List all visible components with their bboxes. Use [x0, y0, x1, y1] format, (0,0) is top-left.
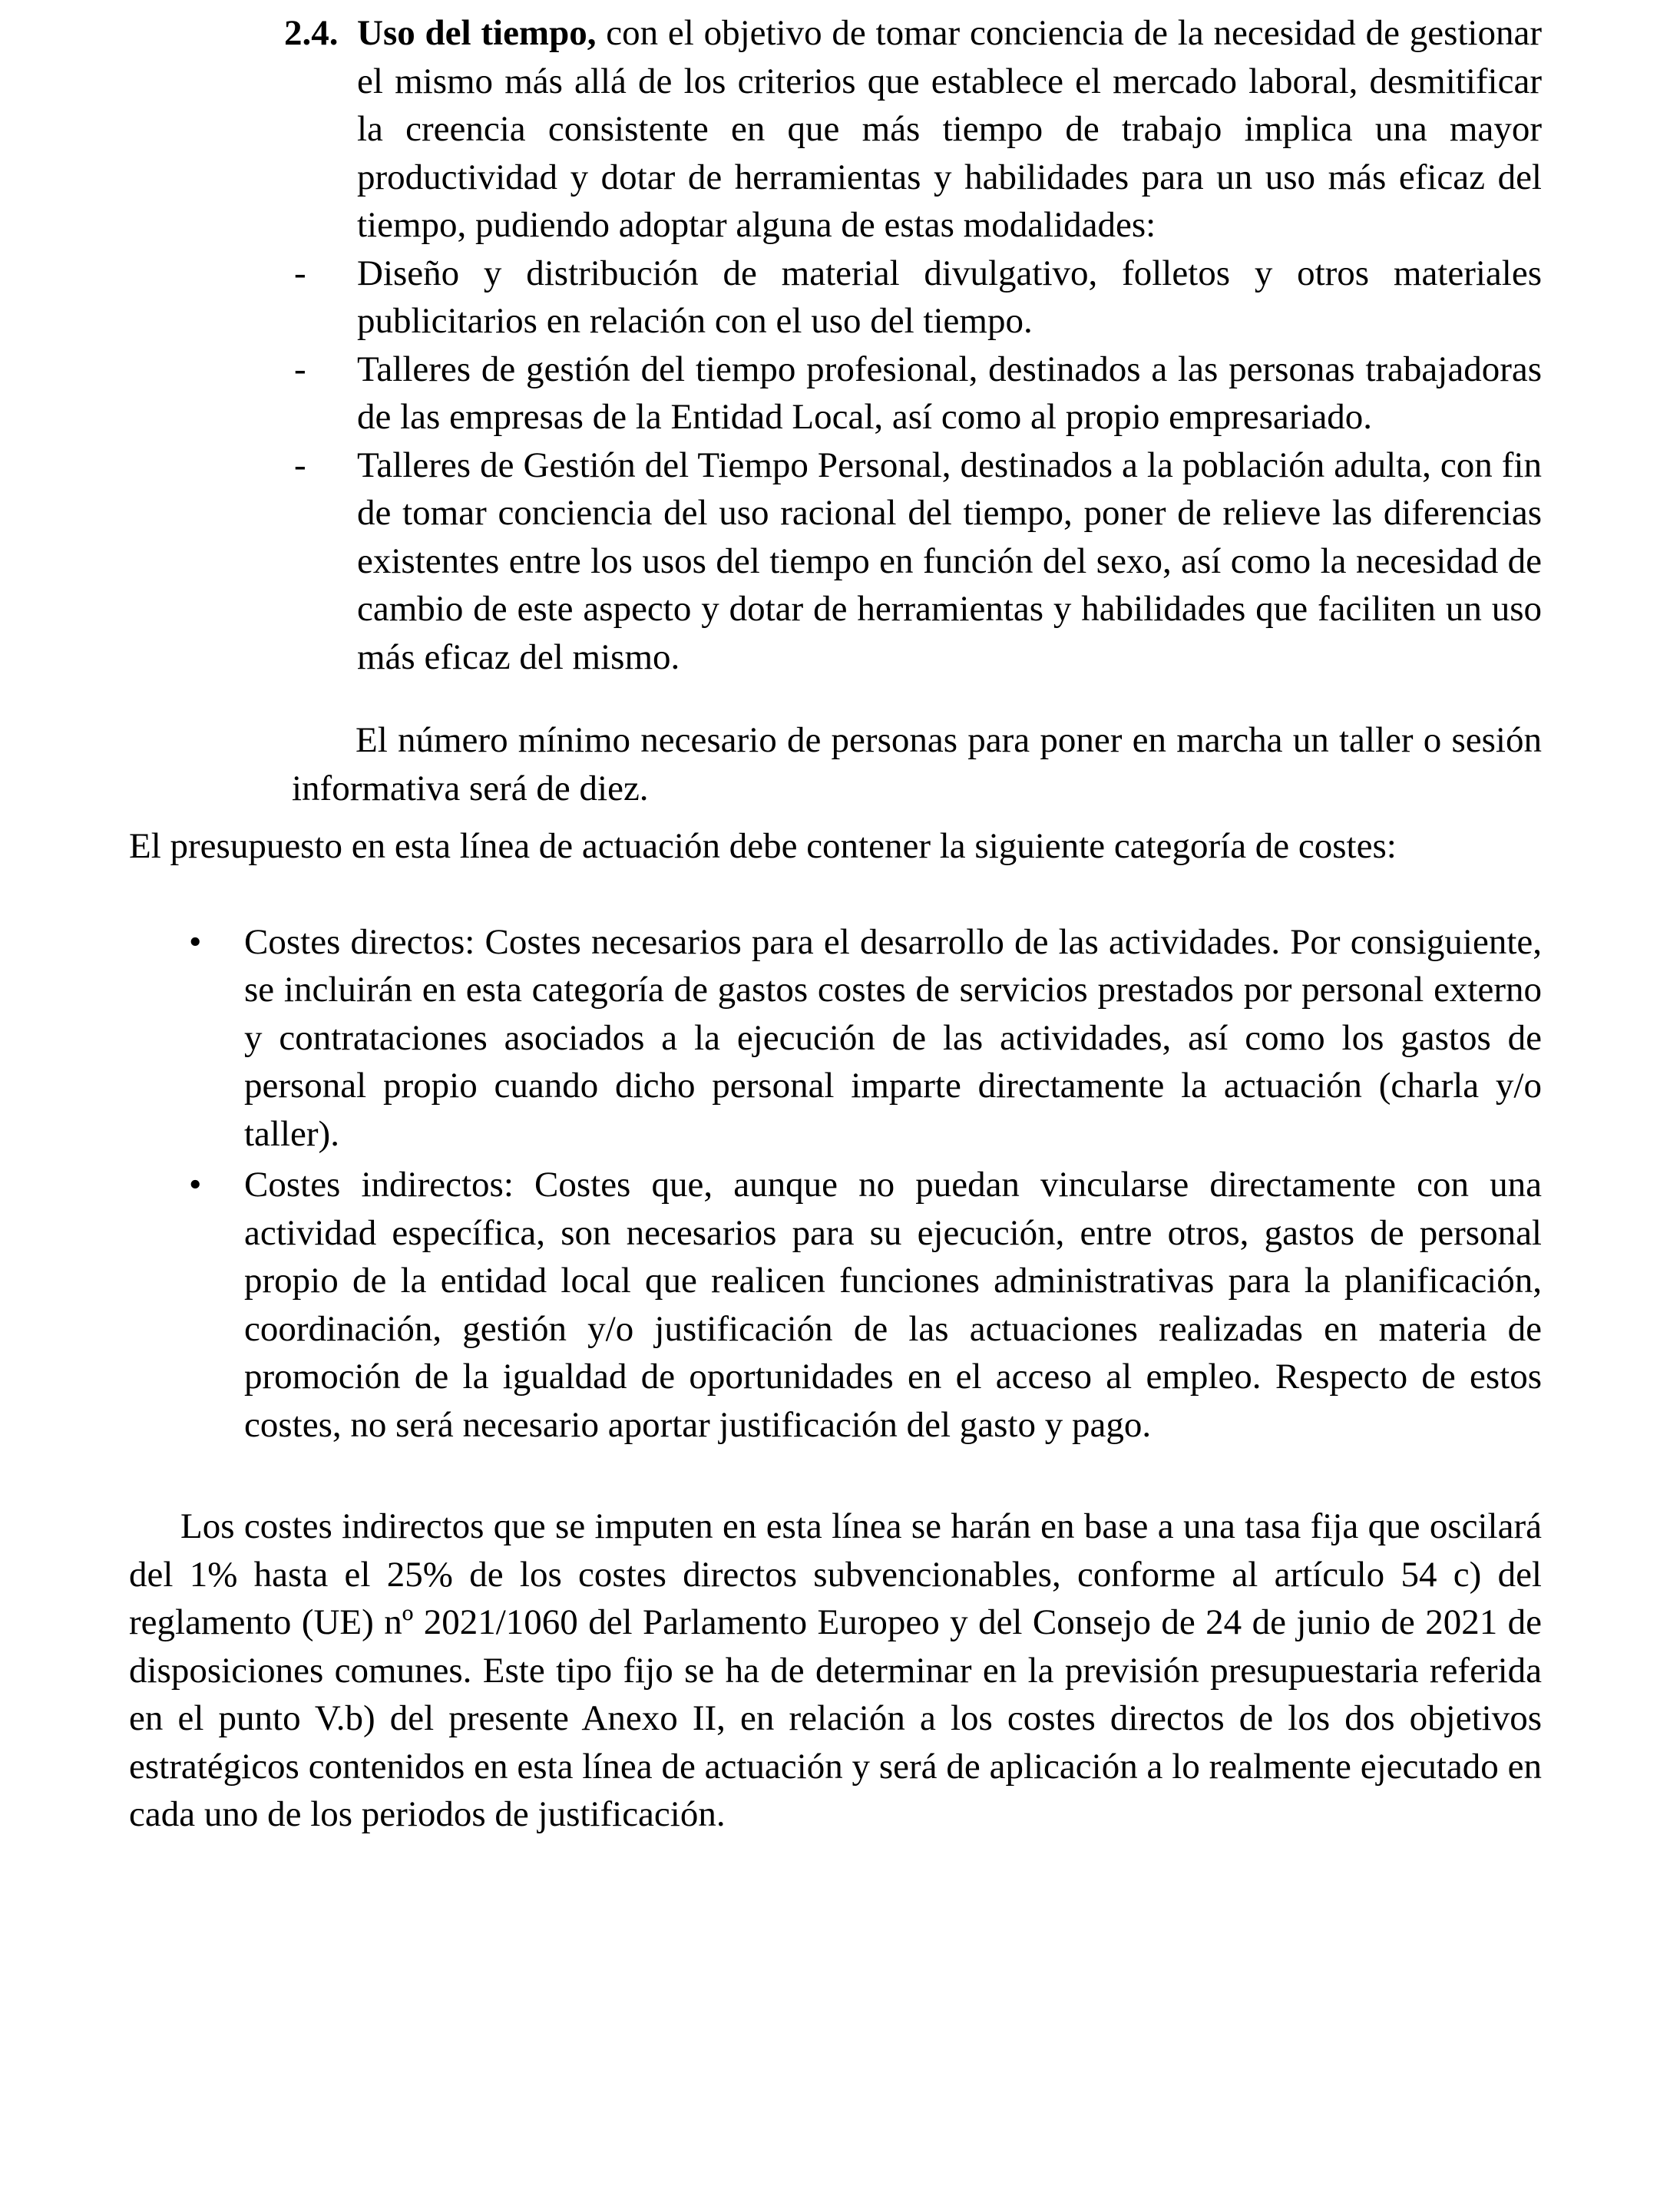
list-item-text: Costes indirectos: Costes que, aunque no puedan vincularse directamente con una actividad específica, son necesarios para su ejecución, entre otros, gastos de personal propio de la entidad local que realicen funciones administrativas para la planificación, coordinación, gestión y/o justificación de las actuaciones realizadas en materia de promoción de la igualdad de oportunidades en el acceso al empleo. Respecto de estos costes, no será necesario aportar justificación del gasto y pago. [244, 1165, 1542, 1445]
bullet-marker: • [189, 921, 202, 962]
section-title: Uso del tiempo, [357, 13, 597, 53]
list-item [284, 441, 1542, 682]
list-item [129, 1161, 1542, 1449]
cost-categories-list [129, 918, 1542, 1450]
list-item [129, 918, 1542, 1159]
bullet-marker: • [189, 1165, 202, 1205]
section-2-4 [284, 9, 1542, 250]
list-item-text: Talleres de gestión del tiempo profesional, destinados a las personas trabajadoras de las empresas de la Entidad Local, así como al propio empresariado. [357, 349, 1542, 437]
list-item-text: Diseño y distribución de material divulgativo, folletos y otros materiales publicitarios en relación con el uso del tiempo. [357, 253, 1542, 341]
document-content [129, 9, 1542, 1839]
paragraph-budget-intro: El presupuesto en esta línea de actuación debe contener la siguiente categoría de costes: [129, 826, 1397, 866]
dash-marker: - [294, 253, 306, 293]
list-item-text: Costes directos: Costes necesarios para el desarrollo de las actividades. Por consiguiente, se incluirán en esta categoría de gastos costes de servicios prestados por personal externo y contrataciones asociados a la ejecución de las actividades, así como los gastos de personal propio cuando dicho personal imparte directamente la actuación (charla y/o taller). [244, 921, 1542, 1154]
section-body-text: con el objetivo de tomar conciencia de la necesidad de gestionar el mismo más allá de los criterios que establece el mercado laboral, desmitificar la creencia consistente en que más tiempo de trabajo implica una mayor productividad y dotar de herramientas y habilidades para un uso más eficaz del tiempo, pudiendo adoptar alguna de estas modalidades: [357, 13, 1542, 245]
dash-marker: - [294, 445, 306, 485]
list-item [284, 345, 1542, 441]
section-number: 2.4. [284, 13, 339, 53]
list-item [284, 250, 1542, 345]
paragraph-min-attendees: El número mínimo necesario de personas para poner en marcha un taller o sesión informativa será de diez. [292, 720, 1542, 808]
list-item-text: Talleres de Gestión del Tiempo Personal, destinados a la población adulta, con fin de tomar conciencia del uso racional del tiempo, poner de relieve las diferencias existentes entre los usos del tiempo en función del sexo, así como la necesidad de cambio de este aspecto y dotar de herramientas y habilidades que faciliten un uso más eficaz del mismo. [357, 445, 1542, 677]
paragraph-indirect-costs-rate: Los costes indirectos que se imputen en esta línea se harán en base a una tasa fija que oscilará del 1% hasta el 25% de los costes directos subvencionables, conforme al artículo 54 c) del reglamento (UE) nº 2021/1060 del Parlamento Europeo y del Consejo de 24 de junio de 2021 de disposiciones comunes. Este tipo fijo se ha de determinar en la previsión presupuestaria referida en el punto V.b) del presente Anexo II, en relación a los costes directos de los dos objetivos estratégicos contenidos en esta línea de actuación y será de aplicación a lo realmente ejecutado en cada uno de los periodos de justificación. [129, 1506, 1542, 1834]
dash-marker: - [294, 349, 306, 389]
